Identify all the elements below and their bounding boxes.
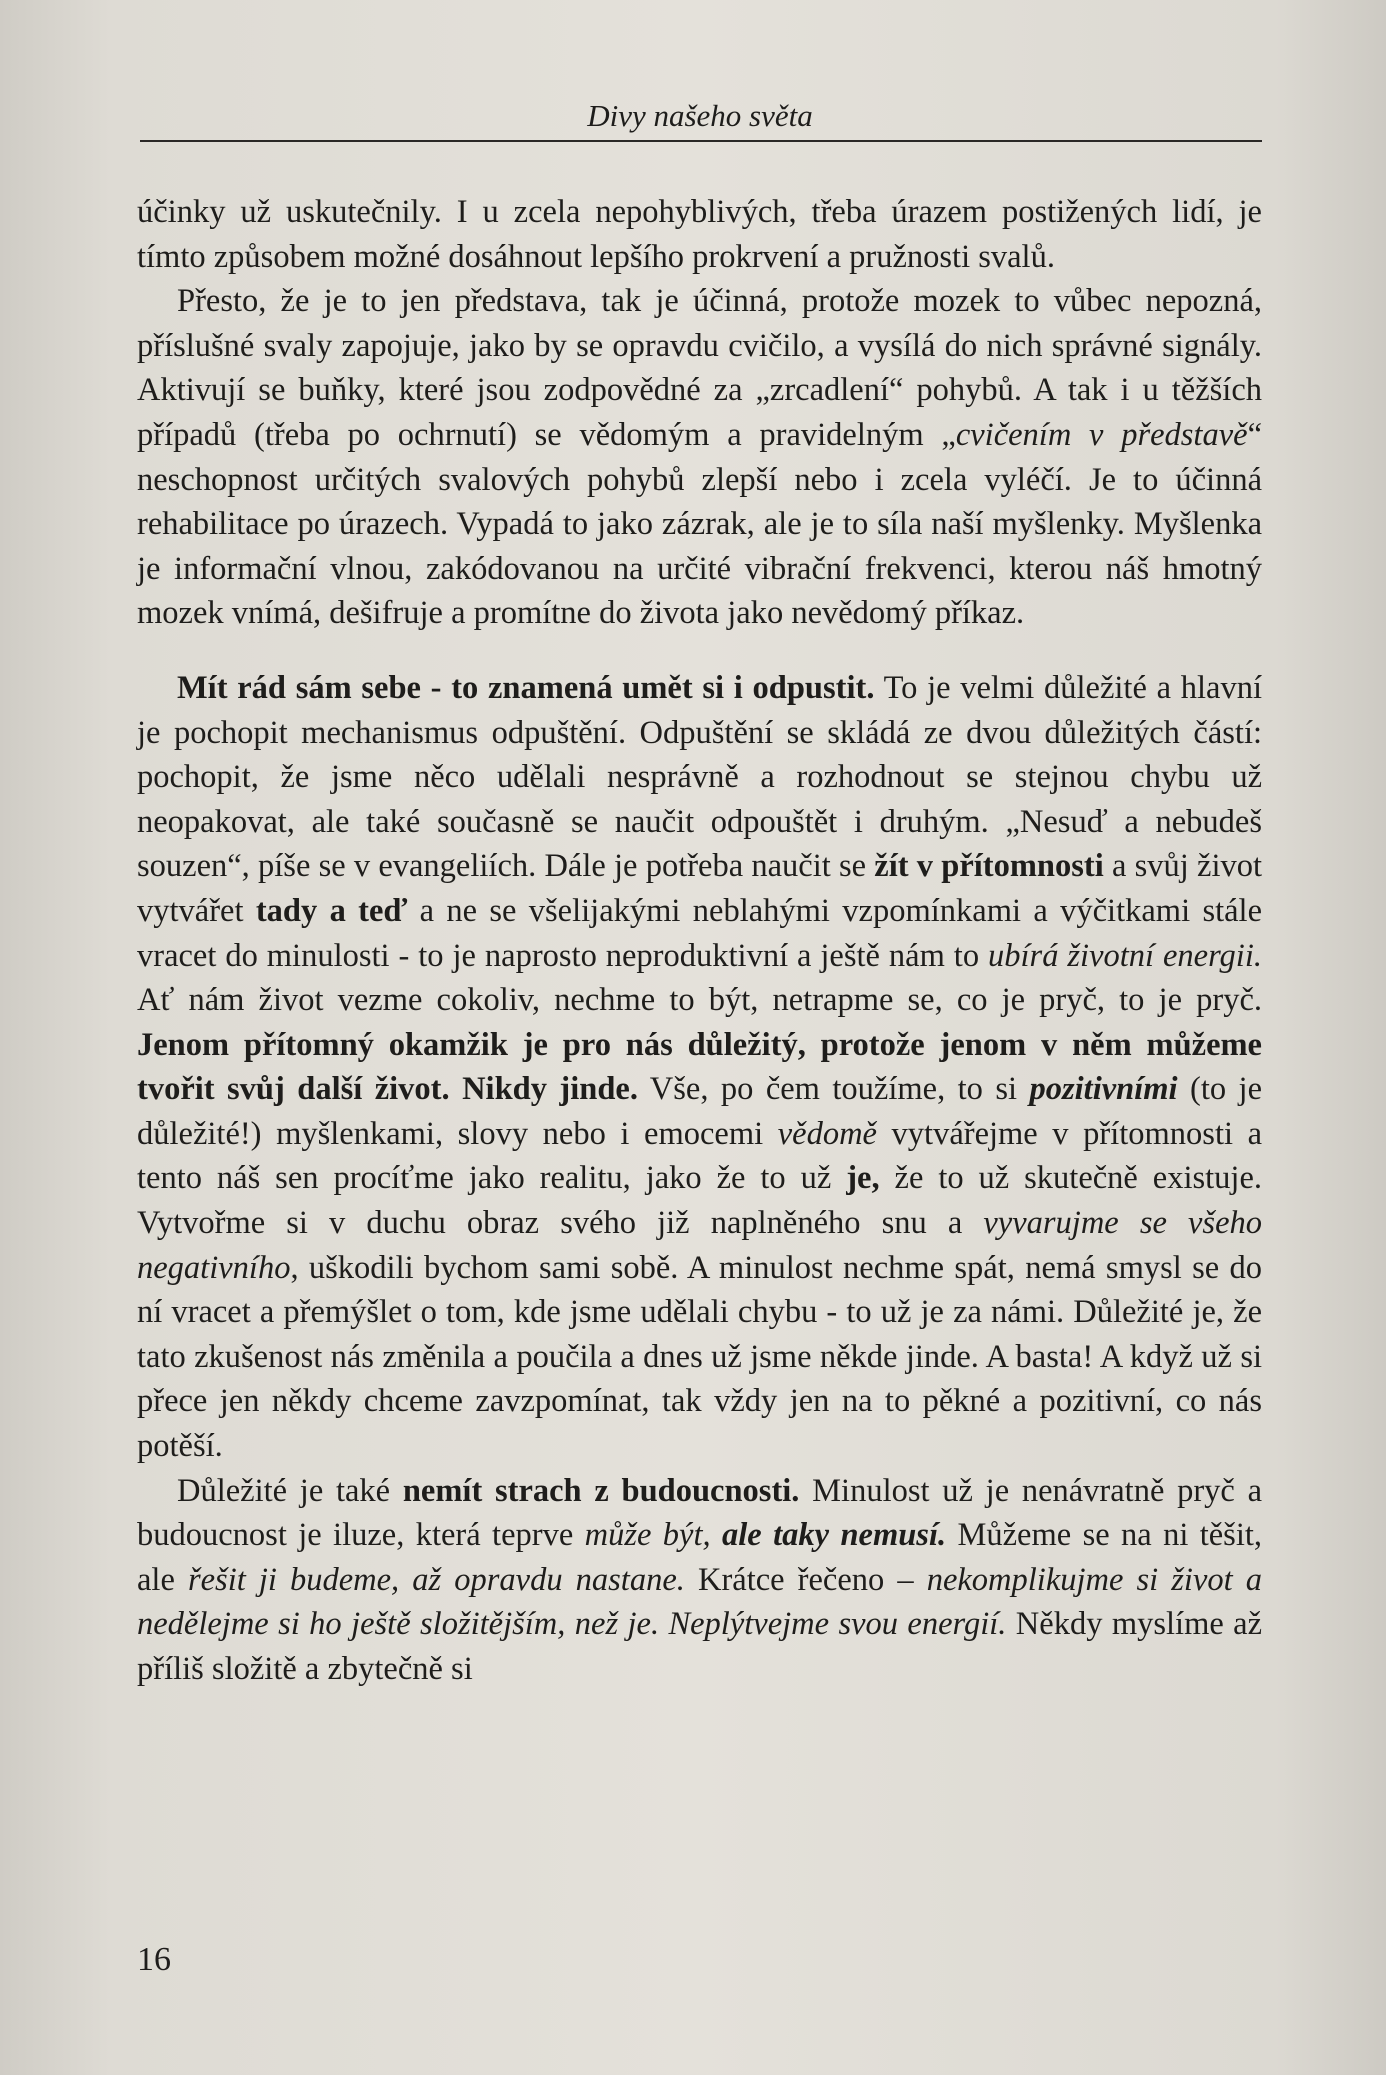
page-number: 16 [137, 1941, 171, 1978]
italic-text: vyvarujme se všeho negativního [137, 1205, 1262, 1286]
header-rule [140, 140, 1262, 142]
running-header: Divy našeho světa [587, 98, 813, 133]
bold-italic-text: ale taky nemusí. [722, 1517, 947, 1554]
bold-text: tady a teď [255, 892, 408, 929]
paragraph: Důležité je také nemít strach z budoucnosti. Minulost už je nenávratně pryč a budoucnost je iluze, která teprve může být, ale taky nemusí. Můžeme se na ni těšit, ale řešit ji budeme, až opravdu nastane. Krátce řečeno – nekomplikujme si život a nedělejme si ho ještě složitějším, než je. Neplýtvejme svou energií. Někdy myslíme až příliš složitě a zbytečně si [137, 1472, 1263, 1687]
italic-text: ubírá životní energii. [988, 937, 1262, 974]
bold-text: nemít strach z budoucnosti. [402, 1472, 800, 1509]
italic-text: řešit ji budeme, až opravdu nastane. [187, 1561, 685, 1598]
italic-text: může být, [584, 1517, 711, 1554]
paragraph: Mít rád sám sebe - to znamená umět si i odpustit. To je velmi důležité a hlavní je pochopit mechanismus odpuštění. Odpuštění se skládá ze dvou důležitých částí: pochopit, že jsme něco udělali nesprávně a rozhodnout se stejnou chybu už neopakovat, ale také současně se naučit odpouštět i druhým. „Nesuď a nebudeš souzen“, píše se v evangeliích. Dále je potřeba naučit se žít v přítomnosti a svůj život vytvářet tady a teď a ne se všelijakými neblahými vzpomínkami a výčitkami stále vracet do minulosti - to je naprosto neproduktivní a ještě nám to ubírá životní energii. Ať nám život vezme cokoliv, nechme to být, netrapme se, co je pryč, to je pryč. Jenom přítomný okamžik je pro nás důležitý, protože jenom v něm můžeme tvořit svůj další život. Nikdy jinde. Vše, po čem toužíme, to si pozitivními (to je důležité!) myšlenkami, slovy nebo i emocemi vědomě vytvářejme v přítomnosti a tento náš sen procíťme jako realitu, jako že to už je, že to už skutečně existuje. Vytvořme si v duchu obraz svého již naplněného snu a vyvarujme se všeho negativního, uškodili bychom sami sobě. A minulost nechme spát, nemá smysl se do ní vracet a přemýšlet o tom, kde jsme udělali chybu - to už je za námi. Důležité je, že tato zkušenost nás změnila a poučila a dnes už jsme někde jinde. A basta! A když už si přece jen někdy chceme zavzpomínat, tak vždy jen na to pěkné a pozitivní, co nás potěší. [137, 669, 1263, 1465]
italic-text: vědomě [777, 1115, 877, 1152]
bold-text: Jenom přítomný okamžik je pro nás důležitý, protože jenom v něm můžeme tvořit svůj další život. Nikdy jinde. [137, 1026, 1262, 1108]
body-text [137, 190, 1262, 1692]
italic-text: nekomplikujme si život a nedělejme si ho ještě složitějším, než je. Neplýtvejme svou energií. [137, 1561, 1262, 1643]
bold-text: je, [846, 1160, 880, 1197]
paragraph: Přesto, že je to jen představa, tak je účinná, protože mozek to vůbec nepozná, příslušné svaly zapojuje, jako by se opravdu cvičilo, a vysílá do nich správné signály. Aktivují se buňky, které jsou zodpovědné za „zrcadlení“ pohybů. A tak i u těžších případů (třeba po ochrnutí) se vědomým a pravidelným „cvičením v představě“ neschopnost určitých svalových pohybů zlepší nebo i zcela vyléčí. Je to účinná rehabilitace po úrazech. Vypadá to jako zázrak, ale je to síla naší myšlenky. Myšlenka je informační vlnou, zakódovanou na určité vibrační frekvenci, kterou náš hmotný mozek vnímá, dešifruje a promítne do života jako nevědomý příkaz. [137, 283, 1262, 632]
bold-italic-text: pozitivními [1029, 1071, 1178, 1108]
paragraph: účinky už uskutečnily. I u zcela nepohyblivých, třeba úrazem postižených lidí, je tímto způsobem možné dosáhnout lepšího prokrvení a pružnosti svalů. [137, 194, 1262, 275]
bold-text: Mít rád sám sebe - to znamená umět si i odpustit. [177, 669, 875, 706]
bold-text: žít v přítomnosti [874, 848, 1104, 885]
italic-text: cvičením v představě [955, 416, 1248, 453]
